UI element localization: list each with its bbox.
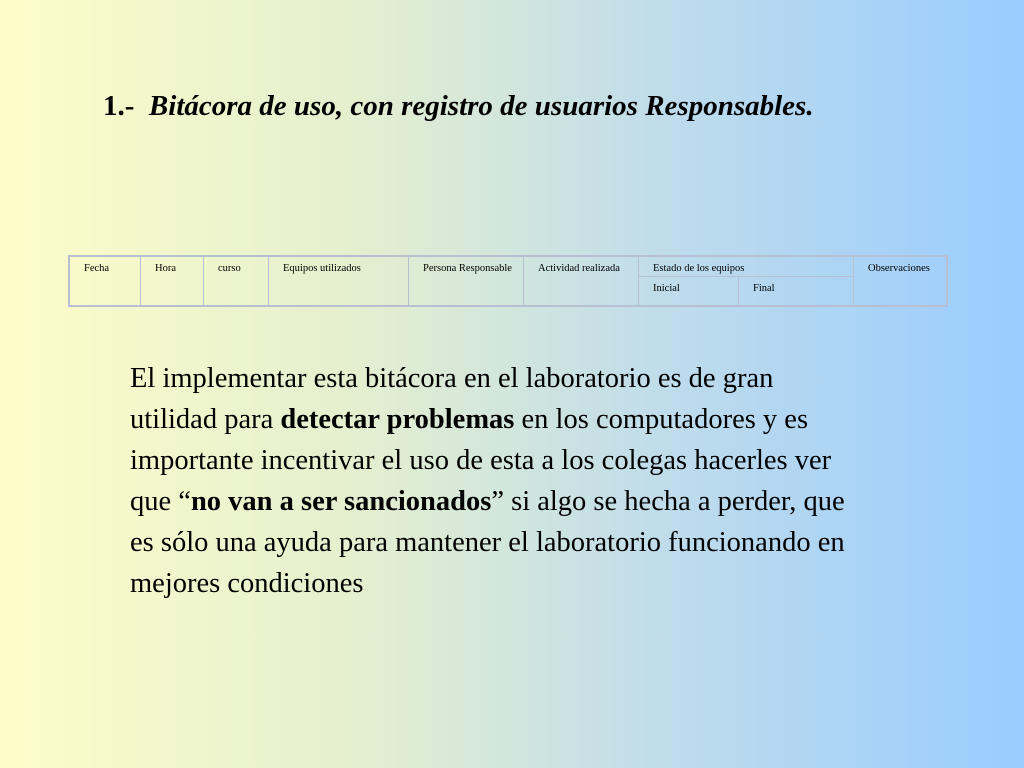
header-equipos: Equipos utilizados (269, 257, 409, 305)
slide-title (103, 86, 923, 126)
header-hora: Hora (141, 257, 204, 305)
title-number: 1.- (103, 90, 135, 122)
paragraph-part-1: El implementar esta bitácora en el laboratorio es de gran utilidad para (130, 363, 774, 435)
table-header-row (70, 257, 946, 277)
body-paragraph (130, 358, 860, 604)
subheader-inicial: Inicial (639, 277, 739, 305)
paragraph-part-2: en los computadores y es importante incentivar el uso de esta a los colegas hacerles ver que “ (130, 404, 832, 517)
paragraph-bold-2: no van a ser sancionados (190, 486, 492, 517)
header-persona: Persona Responsable (409, 257, 524, 305)
paragraph-part-3: ” si algo se hecha a perder, que es sólo una ayuda para mantener el laboratorio funcionando en mejores condiciones (130, 486, 845, 599)
subheader-final: Final (739, 277, 854, 305)
header-estado: Estado de los equipos (639, 257, 854, 277)
title-text: Bitácora de uso, con registro de usuarios Responsables. (148, 90, 814, 122)
paragraph-bold-1: detectar problemas (280, 404, 515, 435)
header-actividad: Actividad realizada (524, 257, 639, 305)
header-curso: curso (204, 257, 269, 305)
usage-log-table (68, 255, 948, 307)
header-observaciones: Observaciones (868, 263, 930, 274)
header-fecha: Fecha (70, 257, 141, 305)
